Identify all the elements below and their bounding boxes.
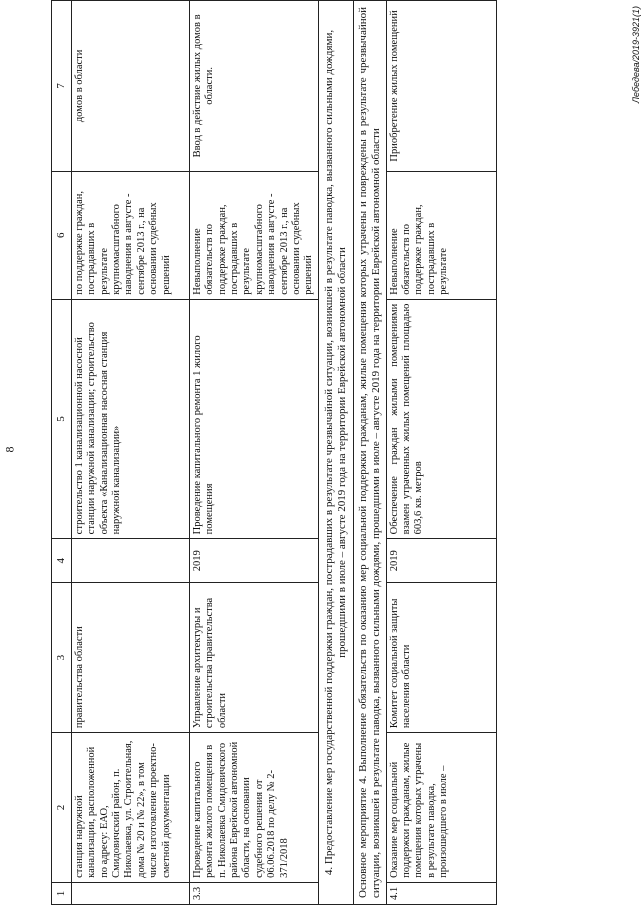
- measure-row: [353, 1, 386, 905]
- cell-result: Обеспечение граждан жилыми помещениями взамен утраченных жилых помещений площадью 603,6 кв. метров: [386, 299, 496, 539]
- header-row: [52, 1, 72, 905]
- cell-consequence: по поддержке граждан, пострадавших в результате крупномасштабного наводнения в августе - сентябре 2013 г., на основании судебных решений: [71, 171, 189, 299]
- cell-responsible: правительства области: [71, 583, 189, 733]
- cell-year: 2019: [189, 539, 318, 583]
- landscape-content: [45, 0, 641, 905]
- header-cell: 4: [52, 539, 72, 583]
- cell-responsible: Управление архитектуры и строительства правительства области: [189, 583, 318, 733]
- header-cell: 1: [52, 882, 72, 904]
- cell-number: [71, 882, 189, 904]
- table-row: [189, 1, 318, 905]
- cell-result: строительство 1 канализационной насосной станции наружной канализации; строительство объекта «Канализационная насосная станция наружной канализации»: [71, 299, 189, 539]
- document-reference: Лебедева/2019-3921(1): [631, 6, 641, 104]
- cell-indicator: Ввод в действие жилых домов в области.: [189, 1, 318, 172]
- page-number: 8: [2, 446, 17, 453]
- measures-table: [51, 0, 497, 905]
- cell-indicator: домов в области: [71, 1, 189, 172]
- header-cell: 5: [52, 299, 72, 539]
- cell-consequence: Невыполнение обязательств по поддержке граждан, пострадавших в результате крупномасштабного наводнения в августе - сентябре 2013 г., на основании судебных решений: [189, 171, 318, 299]
- cell-name: станция наружной канализации, расположенной по адресу: ЕАО, Смидовичский район, п. Николаевка, ул. Строительная, дома № 20 и № 22», в том числе изготовление проектно-сметной документации: [71, 733, 189, 883]
- table-row: [386, 1, 496, 905]
- table-row: [71, 1, 189, 905]
- cell-responsible: Комитет социальной защиты населения области: [386, 583, 496, 733]
- section-title: 4. Предоставление мер государственной поддержки граждан, пострадавших в результате чрезвычайной ситуации, возникшей в результате паводка, вызванного сильными дождями, прошедшими в июле – августе 2019 года на территории Еврейской автономной области: [318, 1, 353, 905]
- cell-name: Оказание мер социальной поддержки гражданам, жилые помещения которых утрачены в результате паводка, произошедшего в июле –: [386, 733, 496, 883]
- section-row: [318, 1, 353, 905]
- cell-year: 2019: [386, 539, 496, 583]
- cell-year: [71, 539, 189, 583]
- header-cell: 3: [52, 583, 72, 733]
- cell-indicator: Приобретение жилых помещений: [386, 1, 496, 172]
- rotated-page: [45, 0, 641, 905]
- cell-name: Проведение капитального ремонта жилого помещения в п. Николаевка Смидовичского района Еврейской автономной области, на основании судебного решения от 06.06.2018 по делу № 2-371/2018: [189, 733, 318, 883]
- measure-title: Основное мероприятие 4. Выполнение обязательств по оказанию мер социальной поддержки гражданам, жилые помещения которых утрачены и повреждены в результате чрезвычайной ситуации, возникшей в результате паводка, вызванного сильными дождями, прошедшими в июле – августе 2019 года на территории Еврейской автономной области: [353, 1, 386, 905]
- cell-number: 4.1: [386, 882, 496, 904]
- header-cell: 7: [52, 1, 72, 172]
- header-cell: 2: [52, 733, 72, 883]
- cell-result: Проведение капитального ремонта 1 жилого помещения: [189, 299, 318, 539]
- header-cell: 6: [52, 171, 72, 299]
- cell-consequence: Невыполнение обязательств по поддержке граждан, пострадавших в результате: [386, 171, 496, 299]
- cell-number: 3.3: [189, 882, 318, 904]
